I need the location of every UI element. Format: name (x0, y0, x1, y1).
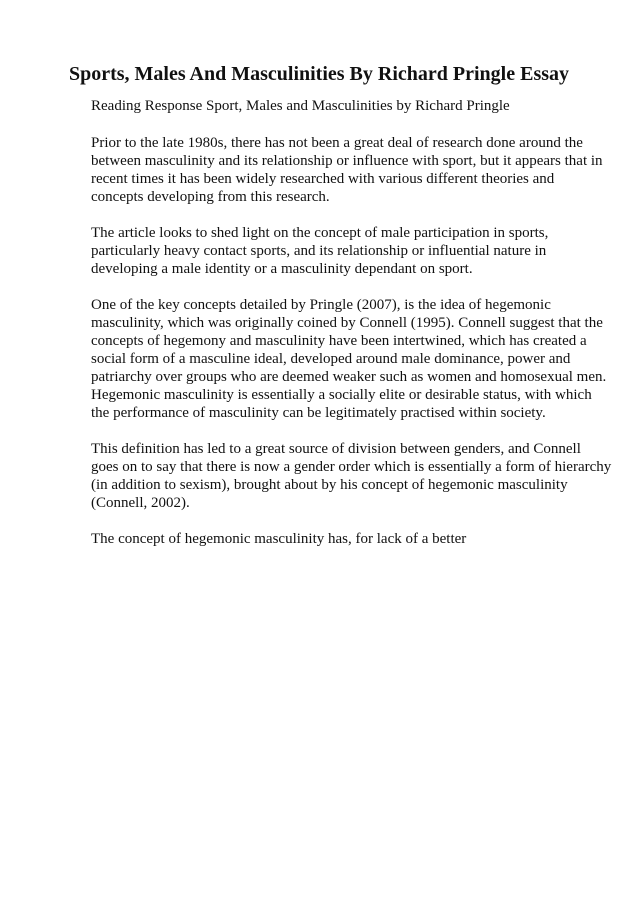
paragraph-line: Hegemonic masculinity is essentially a socially elite or desirable status, with which (91, 387, 592, 403)
paragraph-line: The concept of hegemonic masculinity has, for lack of a better (91, 531, 467, 547)
paragraph-line: One of the key concepts detailed by Pringle (2007), is the idea of hegemonic (91, 297, 551, 313)
paragraph-line: concepts of hegemony and masculinity have been intertwined, which has created a (91, 333, 587, 349)
paragraph-line: (in addition to sexism), brought about by his concept of hegemonic masculinity (91, 477, 568, 493)
paragraph-line: the performance of masculinity can be legitimately practised within society. (91, 405, 546, 421)
paragraph-line: recent times it has been widely researched with various different theories and (91, 171, 555, 187)
paragraph-line: between masculinity and its relationship or influence with sport, but it appears that in (91, 153, 603, 169)
paragraph-line: developing a male identity or a masculinity dependant on sport. (91, 261, 473, 277)
paragraph-line: concepts developing from this research. (91, 189, 330, 205)
paragraph-3 (91, 296, 607, 422)
paragraph-2 (91, 224, 601, 278)
document-subtitle: Reading Response Sport, Males and Masculinities by Richard Pringle (91, 98, 510, 114)
paragraph-line: particularly heavy contact sports, and its relationship or influential nature in (91, 243, 547, 259)
paragraph-line: Prior to the late 1980s, there has not been a great deal of research done around the (91, 135, 583, 151)
document-title: Sports, Males And Masculinities By Richard Pringle Essay (68, 63, 570, 85)
paragraph-line: goes on to say that there is now a gender order which is essentially a form of hierarchy (91, 459, 612, 475)
paragraph-line: masculinity, which was originally coined by Connell (1995). Connell suggest that the (91, 315, 603, 331)
paragraph-line: patriarchy over groups who are deemed weaker such as women and homosexual men. (91, 369, 607, 385)
paragraph-line: social form of a masculine ideal, developed around male dominance, power and (91, 351, 571, 367)
paragraph-line: This definition has led to a great source of division between genders, and Connell (91, 441, 581, 457)
paragraph-4 (91, 440, 612, 512)
paragraph-5 (91, 530, 601, 548)
paragraph-line: The article looks to shed light on the concept of male participation in sports, (91, 225, 549, 241)
paragraph-line: (Connell, 2002). (91, 495, 190, 511)
document-body (91, 97, 612, 566)
paragraph-1 (91, 134, 601, 206)
